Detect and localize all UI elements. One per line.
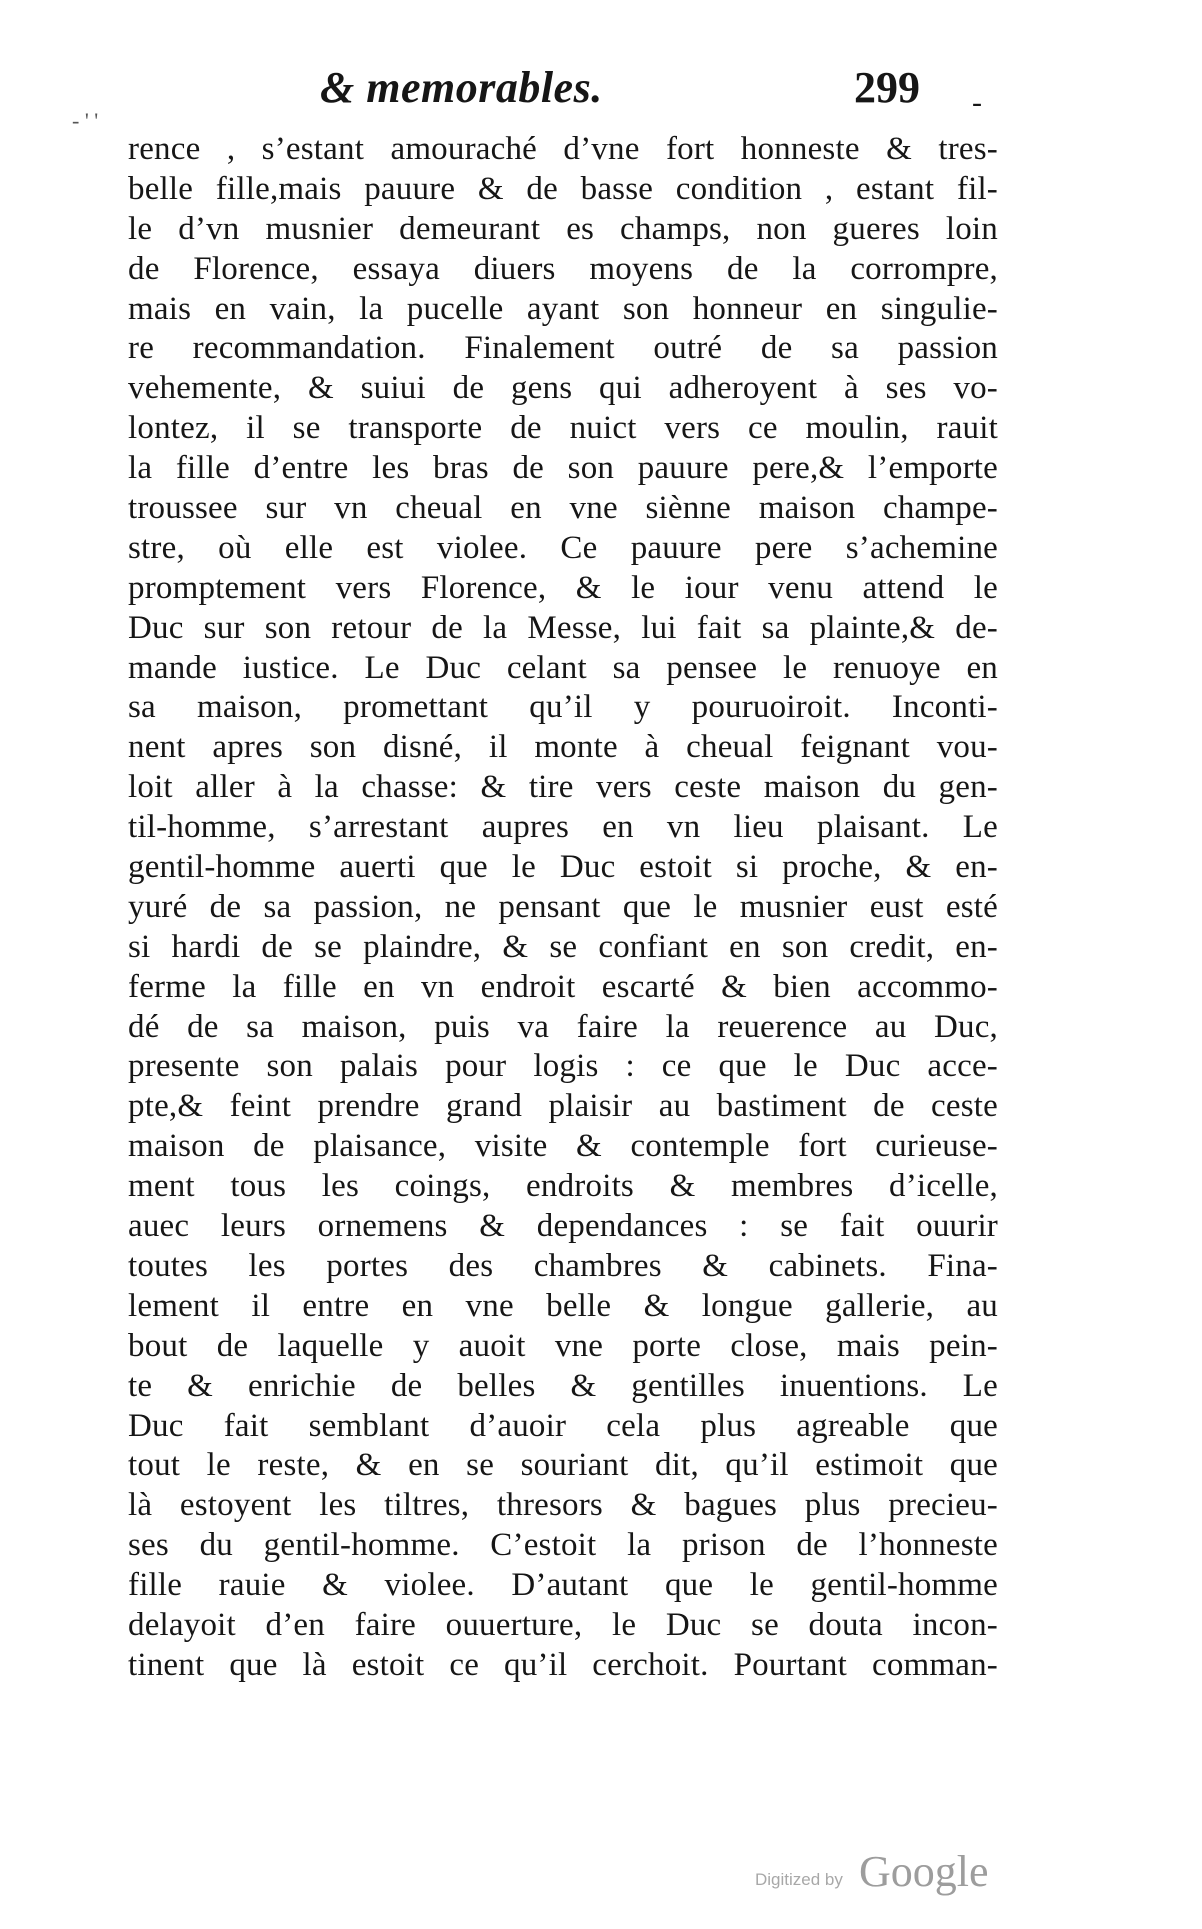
text-line: mande iustice. Le Duc celant sa pensee le renuoye en	[128, 649, 998, 686]
text-line: nent apres son disné, il monte à cheual feignant vou-	[128, 729, 998, 766]
text-line: promptement vers Florence, & le iour venu attend le	[128, 569, 998, 606]
digitized-label: Digitized by	[755, 1870, 843, 1889]
text-line: tinent que là estoit ce qu’il cerchoit. Pourtant comman-	[128, 1646, 998, 1683]
text-line: dé de sa maison, puis va faire la reuerence au Duc,	[128, 1008, 998, 1045]
page-number: 299	[854, 63, 920, 112]
text-line: lontez, il se transporte de nuict vers ce moulin, rauit	[128, 410, 998, 447]
text-line: pte,& feint prendre grand plaisir au bastiment de ceste	[128, 1088, 998, 1125]
text-line: til-homme, s’arrestant aupres en vn lieu plaisant. Le	[128, 809, 998, 846]
text-line: troussee sur vn cheual en vne siènne maison champe-	[128, 490, 998, 527]
text-line: rence , s’estant amouraché d’vne fort honneste & tres-	[128, 131, 998, 167]
text-line: delayoit d’en faire ouuerture, le Duc se douta incon-	[128, 1606, 998, 1643]
text-line: lement il entre en vne belle & longue gallerie, au	[128, 1287, 998, 1324]
text-line: toutes les portes des chambres & cabinets. Fina-	[128, 1247, 998, 1284]
digitized-watermark	[755, 1848, 1015, 1898]
text-line: stre, où elle est violee. Ce pauure pere s’achemine	[128, 529, 998, 566]
text-line: Duc fait semblant d’auoir cela plus agreable que	[128, 1407, 998, 1444]
text-line: auec leurs ornemens & dependances : se fait ouurir	[128, 1208, 998, 1245]
running-title: & memorables.	[320, 63, 603, 112]
header-dash: -	[972, 86, 982, 119]
text-line: la fille d’entre les bras de son pauure pere,& l’emporte	[128, 450, 998, 487]
text-line: sa maison, promettant qu’il y pouruoiroit. Inconti-	[128, 689, 998, 726]
text-line: te & enrichie de belles & gentilles inuentions. Le	[128, 1367, 998, 1404]
text-line: loit aller à la chasse: & tire vers ceste maison du gen-	[128, 769, 998, 806]
text-line: de Florence, essaya diuers moyens de la corrompre,	[128, 250, 998, 287]
text-line: vehemente, & suiui de gens qui adheroyent à ses vo-	[128, 370, 998, 407]
google-wordmark: Google	[859, 1847, 989, 1896]
text-line: yuré de sa passion, ne pensant que le musnier eust esté	[128, 888, 998, 925]
body-text	[128, 130, 998, 1686]
text-line: tout le reste, & en se souriant dit, qu’il estimoit que	[128, 1447, 998, 1484]
text-line: re recommandation. Finalement outré de sa passion	[128, 330, 998, 367]
text-line: si hardi de se plaindre, & se confiant en son credit, en-	[128, 928, 998, 965]
text-line: belle fille,mais pauure & de basse condition , estant fil-	[128, 170, 998, 207]
text-line: gentil-homme auerti que le Duc estoit si proche, & en-	[128, 849, 998, 886]
text-line: ferme la fille en vn endroit escarté & bien accommo-	[128, 968, 998, 1005]
text-line: fille rauie & violee. D’autant que le gentil-homme	[128, 1567, 998, 1604]
margin-mark: - ' '	[72, 108, 99, 133]
text-line: mais en vain, la pucelle ayant son honneur en singulie-	[128, 290, 998, 327]
text-line: ment tous les coings, endroits & membres d’icelle,	[128, 1168, 998, 1205]
text-line: là estoyent les tiltres, thresors & bagues plus precieu-	[128, 1487, 998, 1524]
text-line: ses du gentil-homme. C’estoit la prison de l’honneste	[128, 1527, 998, 1564]
running-head	[320, 62, 980, 132]
text-line: bout de laquelle y auoit vne porte close, mais pein-	[128, 1327, 998, 1364]
text-line: maison de plaisance, visite & contemple fort curieuse-	[128, 1128, 998, 1165]
text-line: Duc sur son retour de la Messe, lui fait sa plainte,& de-	[128, 609, 998, 646]
text-line: presente son palais pour logis : ce que le Duc acce-	[128, 1048, 998, 1085]
text-line: le d’vn musnier demeurant es champs, non gueres loin	[128, 210, 998, 247]
